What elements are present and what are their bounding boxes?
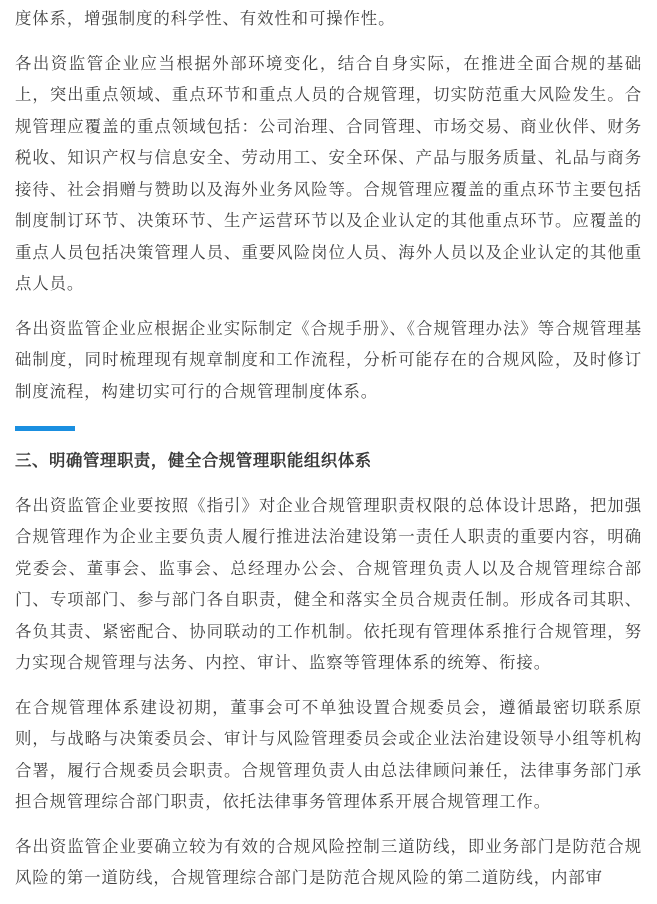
paragraph-defense-lines: 各出资监管企业要确立较为有效的合规风险控制三道防线，即业务部门是防范合规风险的第一道防线，合规管理综合部门是防范合规风险的第二道防线，内部审 [15,836,642,887]
article-body [15,3,642,894]
section-heading: 三、明确管理职责，健全合规管理职能组织体系 [15,451,372,470]
paragraph-key-areas: 各出资监管企业应当根据外部环境变化，结合自身实际，在推进全面合规的基础上，突出重点领域、重点环节和重点人员的合规管理，切实防范重大风险发生。合规管理应覆盖的重点领域包括：公司治理、合同管理、市场交易、商业伙伴、财务税收、知识产权与信息安全、劳动用工、安全环保、产品与服务质量、礼品与商务接待、社会捐赠与赞助以及海外业务风险等。合规管理应覆盖的重点环节主要包括制度制订环节、决策环节、生产运营环节以及企业认定的其他重点环节。应覆盖的重点人员包括决策管理人员、重要风险岗位人员、海外人员以及企业认定的其他重点人员。 [15,53,642,293]
paragraph-responsibilities: 各出资监管企业要按照《指引》对企业合规管理职责权限的总体设计思路，把加强合规管理作为企业主要负责人履行推进法治建设第一责任人职责的重要内容，明确党委会、董事会、监事会、总经理办公会、合规管理负责人以及合规管理综合部门、专项部门、参与部门各自职责，健全和落实全员合规责任制。形成各司其职、各负其责、紧密配合、协同联动的工作机制。依托现有管理体系推行合规管理，努力实现合规管理与法务、内控、审计、监察等管理体系的统筹、衔接。 [15,495,642,672]
paragraph-committee: 在合规管理体系建设初期，董事会可不单独设置合规委员会，遵循最密切联系原则，与战略与决策委员会、审计与风险管理委员会或企业法治建设领导小组等机构合署，履行合规委员会职责。合规管理负责人由总法律顾问兼任，法律事务部门承担合规管理综合部门职责，依托法律事务管理体系开展合规管理工作。 [15,697,642,811]
paragraph-continuation: 度体系，增强制度的科学性、有效性和可操作性。 [15,9,396,28]
paragraph-basic-system: 各出资监管企业应根据企业实际制定《合规手册》、《合规管理办法》等合规管理基础制度，同时梳理现有规章制度和工作流程，分析可能存在的合规风险，及时修订制度流程，构建切实可行的合规管理制度体系。 [15,318,642,401]
section-accent-bar [15,426,75,431]
